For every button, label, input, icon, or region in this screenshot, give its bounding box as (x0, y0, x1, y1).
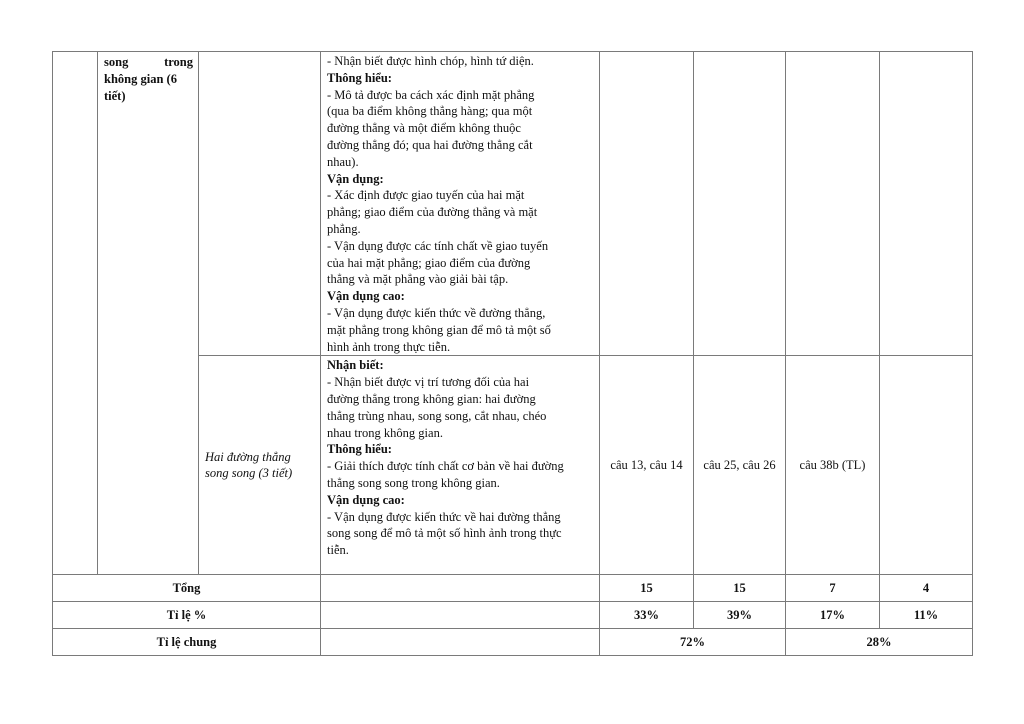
description-line: đường thẳng và một điểm không thuộc (327, 121, 521, 136)
description-line: - Vận dụng được các tính chất về giao tuyến (327, 238, 549, 253)
description-line: thẳng và mặt phẳng vào giải bài tập. (327, 272, 509, 287)
overall-row (53, 629, 973, 656)
count-cell (600, 52, 694, 356)
description-line: đường thẳng đó; qua hai đường thẳng cắt (327, 137, 533, 152)
nhan-biet-cell: câu 13, câu 14 (600, 356, 694, 575)
description-cell (321, 356, 600, 575)
description-lines (327, 53, 594, 355)
ratio-label: Tỉ lệ % (53, 602, 321, 629)
count-cell (880, 52, 973, 356)
description-line: - Vận dụng được kiến thức về đường thẳng, (327, 305, 546, 320)
ratio-value: 33% (600, 602, 694, 629)
description-line: nhau trong không gian. (327, 425, 443, 440)
count-cell (786, 52, 880, 356)
description-lines (327, 357, 594, 559)
van-dung-cao-cell (880, 356, 973, 575)
description-line: (qua ba điểm không thẳng hàng; qua một (327, 104, 533, 119)
level-heading: Thông hiểu: (327, 442, 392, 457)
description-line: - Nhận biết được vị trí tương đối của hai (327, 375, 530, 390)
description-line: - Vận dụng được kiến thức về hai đường thẳng (327, 509, 561, 524)
total-value: 15 (600, 575, 694, 602)
description-line: nhau). (327, 154, 359, 169)
description-line: song song để mô tả một số hình ảnh trong thực (327, 526, 562, 541)
total-label: Tổng (53, 575, 321, 602)
overall-value: 28% (786, 629, 973, 656)
lesson-cell: Hai đường thẳng song song (3 tiết) (199, 356, 321, 575)
ratio-row (53, 602, 973, 629)
description-line: phẳng; giao điểm của đường thẳng và mặt (327, 205, 538, 220)
description-line: hình ảnh trong thực tiễn. (327, 339, 451, 354)
description-line: của hai mặt phẳng; giao điểm của đường (327, 255, 531, 270)
level-heading: Vận dụng: (327, 171, 384, 186)
description-line: - Xác định được giao tuyến của hai mặt (327, 188, 525, 203)
ratio-value: 17% (786, 602, 880, 629)
count-cell (694, 52, 786, 356)
empty-cell (321, 575, 600, 602)
description-line: thẳng trùng nhau, song song, cắt nhau, chéo (327, 408, 547, 423)
index-cell (53, 52, 98, 575)
thong-hieu-cell: câu 25, câu 26 (694, 356, 786, 575)
description-cell (321, 52, 600, 356)
description-line: phẳng. (327, 221, 361, 236)
total-value: 4 (880, 575, 973, 602)
description-line: - Mô tả được ba cách xác định mặt phẳng (327, 87, 535, 102)
matrix-table (52, 51, 973, 656)
total-value: 7 (786, 575, 880, 602)
description-line: mặt phẳng trong không gian để mô tả một số (327, 322, 551, 337)
description-line: thẳng song song trong không gian. (327, 475, 500, 490)
description-line: - Giải thích được tính chất cơ bản về hai đường (327, 459, 564, 474)
level-heading: Vận dụng cao: (327, 492, 405, 507)
description-line: - Nhận biết được hình chóp, hình tứ diện. (327, 54, 534, 68)
level-heading: Nhận biết: (327, 358, 384, 373)
empty-cell (321, 629, 600, 656)
topic-cell: song trong không gian (6 tiết) (98, 52, 199, 575)
overall-value: 72% (600, 629, 786, 656)
description-line: đường thẳng trong không gian: hai đường (327, 391, 536, 406)
lesson-cell (199, 52, 321, 356)
overall-label: Tỉ lệ chung (53, 629, 321, 656)
ratio-value: 39% (694, 602, 786, 629)
level-heading: Thông hiểu: (327, 70, 392, 85)
total-value: 15 (694, 575, 786, 602)
ratio-value: 11% (880, 602, 973, 629)
description-line: tiễn. (327, 543, 349, 558)
total-row (53, 575, 973, 602)
van-dung-cell: câu 38b (TL) (786, 356, 880, 575)
empty-cell (321, 602, 600, 629)
table-row (53, 52, 973, 356)
level-heading: Vận dụng cao: (327, 289, 405, 304)
